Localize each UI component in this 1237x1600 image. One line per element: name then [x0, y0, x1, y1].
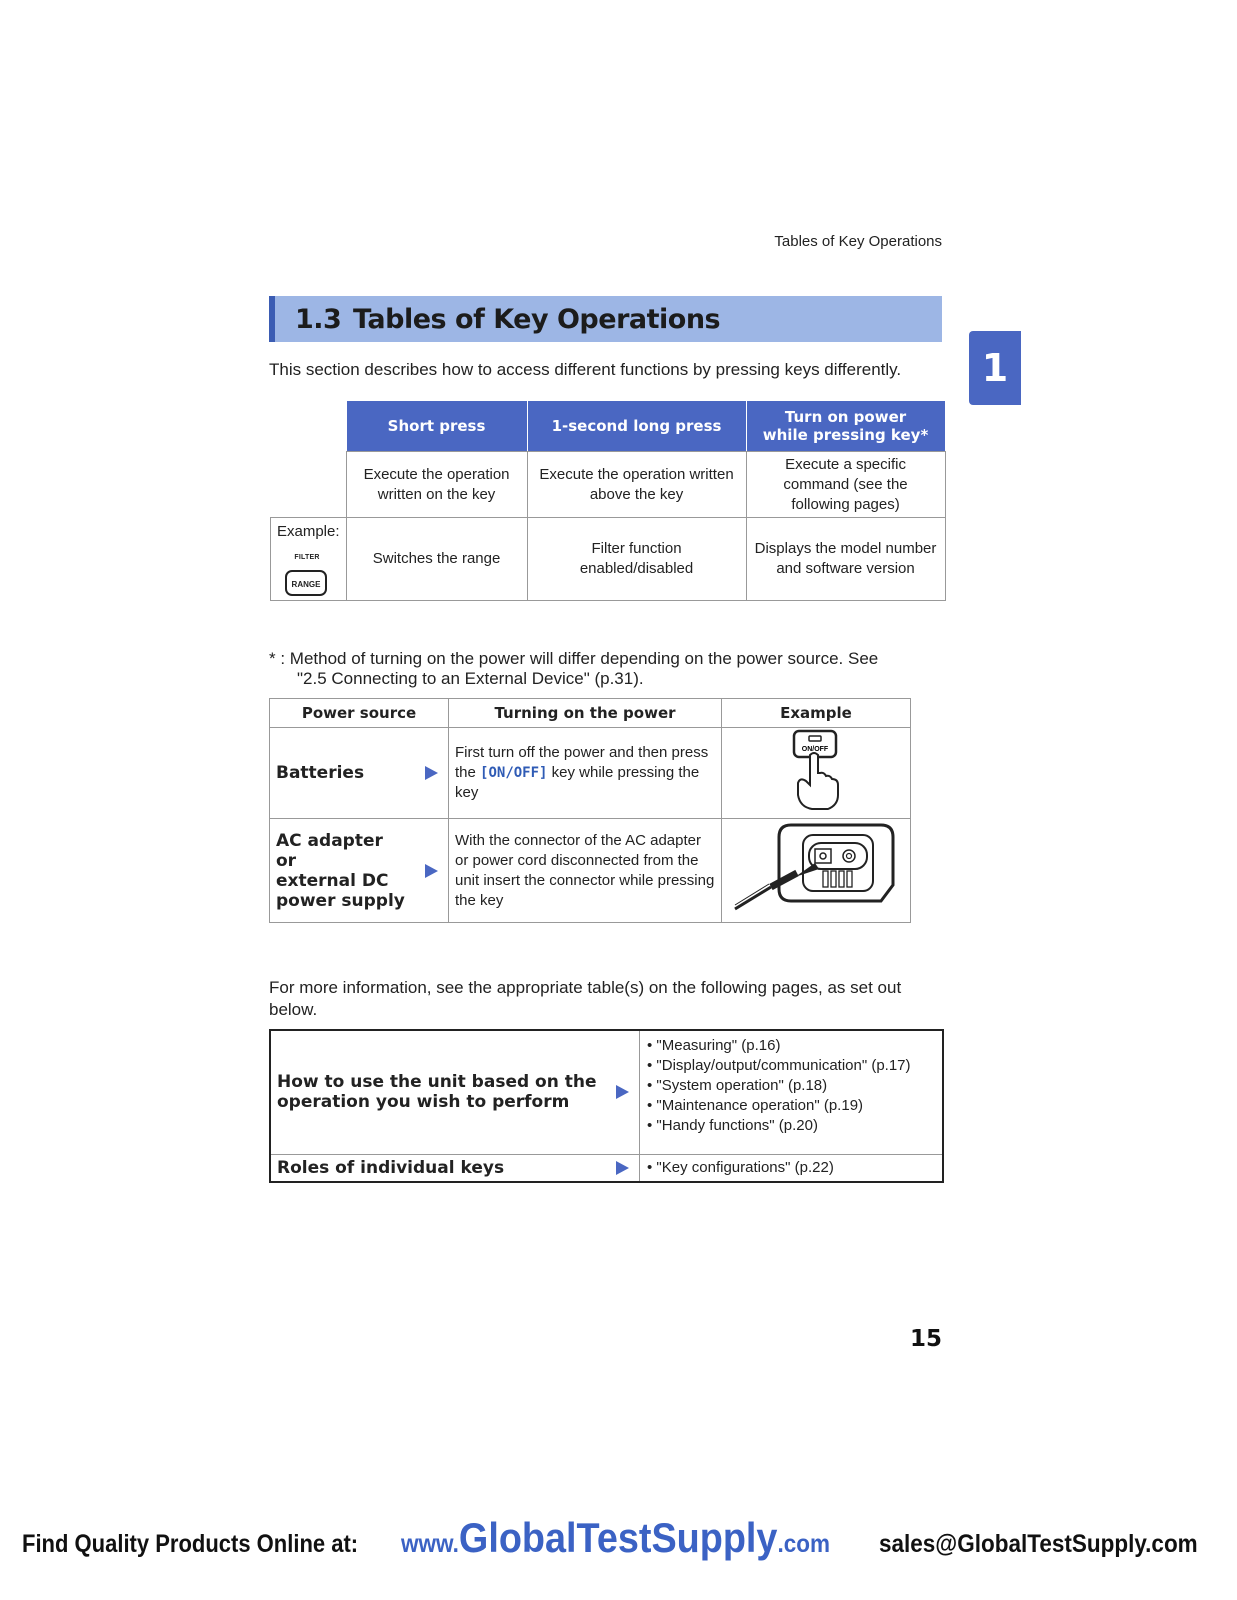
- example-cell: [271, 518, 347, 601]
- ref-operations-list: [640, 1030, 944, 1154]
- header-turning-on: Turning on the power: [449, 699, 722, 728]
- row2-long: Filter function enabled/disabled: [527, 518, 746, 601]
- more-info-paragraph: For more information, see the appropriate table(s) on the following pages, as set out below.: [269, 978, 902, 1019]
- example-ac-adapter: [722, 819, 911, 923]
- chapter-tab: 1: [969, 331, 1021, 405]
- footnote-line2: "2.5 Connecting to an External Device" (p.31).: [297, 669, 644, 688]
- running-header: Tables of Key Operations: [774, 233, 942, 250]
- ref-link-measuring[interactable]: • "Measuring" (p.16): [647, 1037, 781, 1054]
- key-main-label: RANGE: [285, 570, 327, 596]
- row1-power: Execute a specific command (see the following pages): [746, 452, 945, 518]
- arrow-right-icon: [616, 1161, 629, 1175]
- footnote: [269, 649, 949, 689]
- table-blank-cell: [271, 452, 347, 518]
- section-title: Tables of Key Operations: [353, 304, 721, 335]
- range-key-icon: [285, 548, 329, 596]
- intro-paragraph: This section describes how to access different functions by pressing keys differently.: [269, 360, 902, 379]
- row1-long: Execute the operation written above the key: [527, 452, 746, 518]
- ref-link-maintenance[interactable]: • "Maintenance operation" (p.19): [647, 1097, 864, 1114]
- header-power-source: Power source: [270, 699, 449, 728]
- connector-plug-icon: [731, 821, 901, 917]
- footer-website-link[interactable]: [401, 1514, 830, 1562]
- source-ac-adapter: [270, 819, 449, 923]
- section-number: 1.3: [295, 304, 342, 335]
- url-main: GlobalTestSupply: [458, 1514, 778, 1561]
- ref-link-key-config[interactable]: • "Key configurations" (p.22): [647, 1158, 834, 1176]
- arrow-right-icon: [616, 1085, 629, 1099]
- example-batteries: [722, 728, 911, 819]
- source-ac-line2: or: [276, 850, 297, 871]
- source-batteries-label: Batteries: [276, 763, 365, 783]
- row2-power: Displays the model number and software version: [746, 518, 945, 601]
- arrow-right-icon: [425, 864, 438, 878]
- footer-email-link[interactable]: sales@GlobalTestSupply.com: [879, 1530, 1198, 1558]
- header-long-press: 1-second long press: [527, 401, 746, 452]
- key-press-table: [270, 400, 946, 601]
- header-example: Example: [722, 699, 911, 728]
- desc-batteries-pre: First turn off the power and then press the: [455, 744, 709, 781]
- footnote-line1: * : Method of turning on the power will differ depending on the power source. See: [269, 649, 879, 668]
- power-source-table: [269, 698, 911, 923]
- finger-press-icon: [786, 729, 846, 813]
- page-number: 15: [909, 1326, 942, 1352]
- onoff-key-ref: [ON/OFF]: [480, 765, 548, 781]
- arrow-right-icon: [425, 766, 438, 780]
- key-top-label: FILTER: [294, 554, 320, 561]
- source-ac-line1: AC adapter: [276, 830, 383, 851]
- desc-ac-adapter: With the connector of the AC adapter or power cord disconnected from the unit insert the connector while pressing the key: [449, 819, 722, 923]
- desc-batteries: [449, 728, 722, 819]
- header-short-press: Short press: [346, 401, 527, 452]
- header-power-on-line1: Turn on power: [784, 408, 907, 426]
- ref-link-handy[interactable]: • "Handy functions" (p.20): [647, 1117, 818, 1134]
- ref-operations-label: [270, 1030, 640, 1154]
- reference-table: [269, 1029, 944, 1183]
- onoff-key-label: ON/OFF: [801, 746, 829, 753]
- header-power-on: [746, 401, 945, 452]
- url-suffix: .com: [777, 1530, 830, 1558]
- ref-keys-list: [640, 1154, 944, 1182]
- url-prefix: www.: [401, 1530, 459, 1558]
- section-heading: [269, 296, 942, 342]
- row2-short: Switches the range: [346, 518, 527, 601]
- ref-link-system[interactable]: • "System operation" (p.18): [647, 1077, 828, 1094]
- footer-banner: [0, 1512, 1237, 1572]
- source-batteries: [270, 728, 449, 819]
- table-corner: [271, 401, 347, 452]
- source-ac-line3: external DC: [276, 870, 389, 891]
- ref-keys-text: Roles of individual keys: [277, 1157, 505, 1178]
- ref-keys-label: [270, 1154, 640, 1182]
- row1-short: Execute the operation written on the key: [346, 452, 527, 518]
- ref-link-display[interactable]: • "Display/output/communication" (p.17): [647, 1057, 911, 1074]
- footer-tagline: Find Quality Products Online at:: [22, 1530, 359, 1558]
- header-power-on-line2: while pressing key*: [762, 426, 929, 444]
- ref-operations-text: How to use the unit based on the operation you wish to perform: [277, 1072, 597, 1113]
- desc-batteries-post: key while pressing the key: [455, 764, 700, 801]
- source-ac-line4: power supply: [276, 890, 405, 911]
- example-label: Example:: [277, 523, 340, 540]
